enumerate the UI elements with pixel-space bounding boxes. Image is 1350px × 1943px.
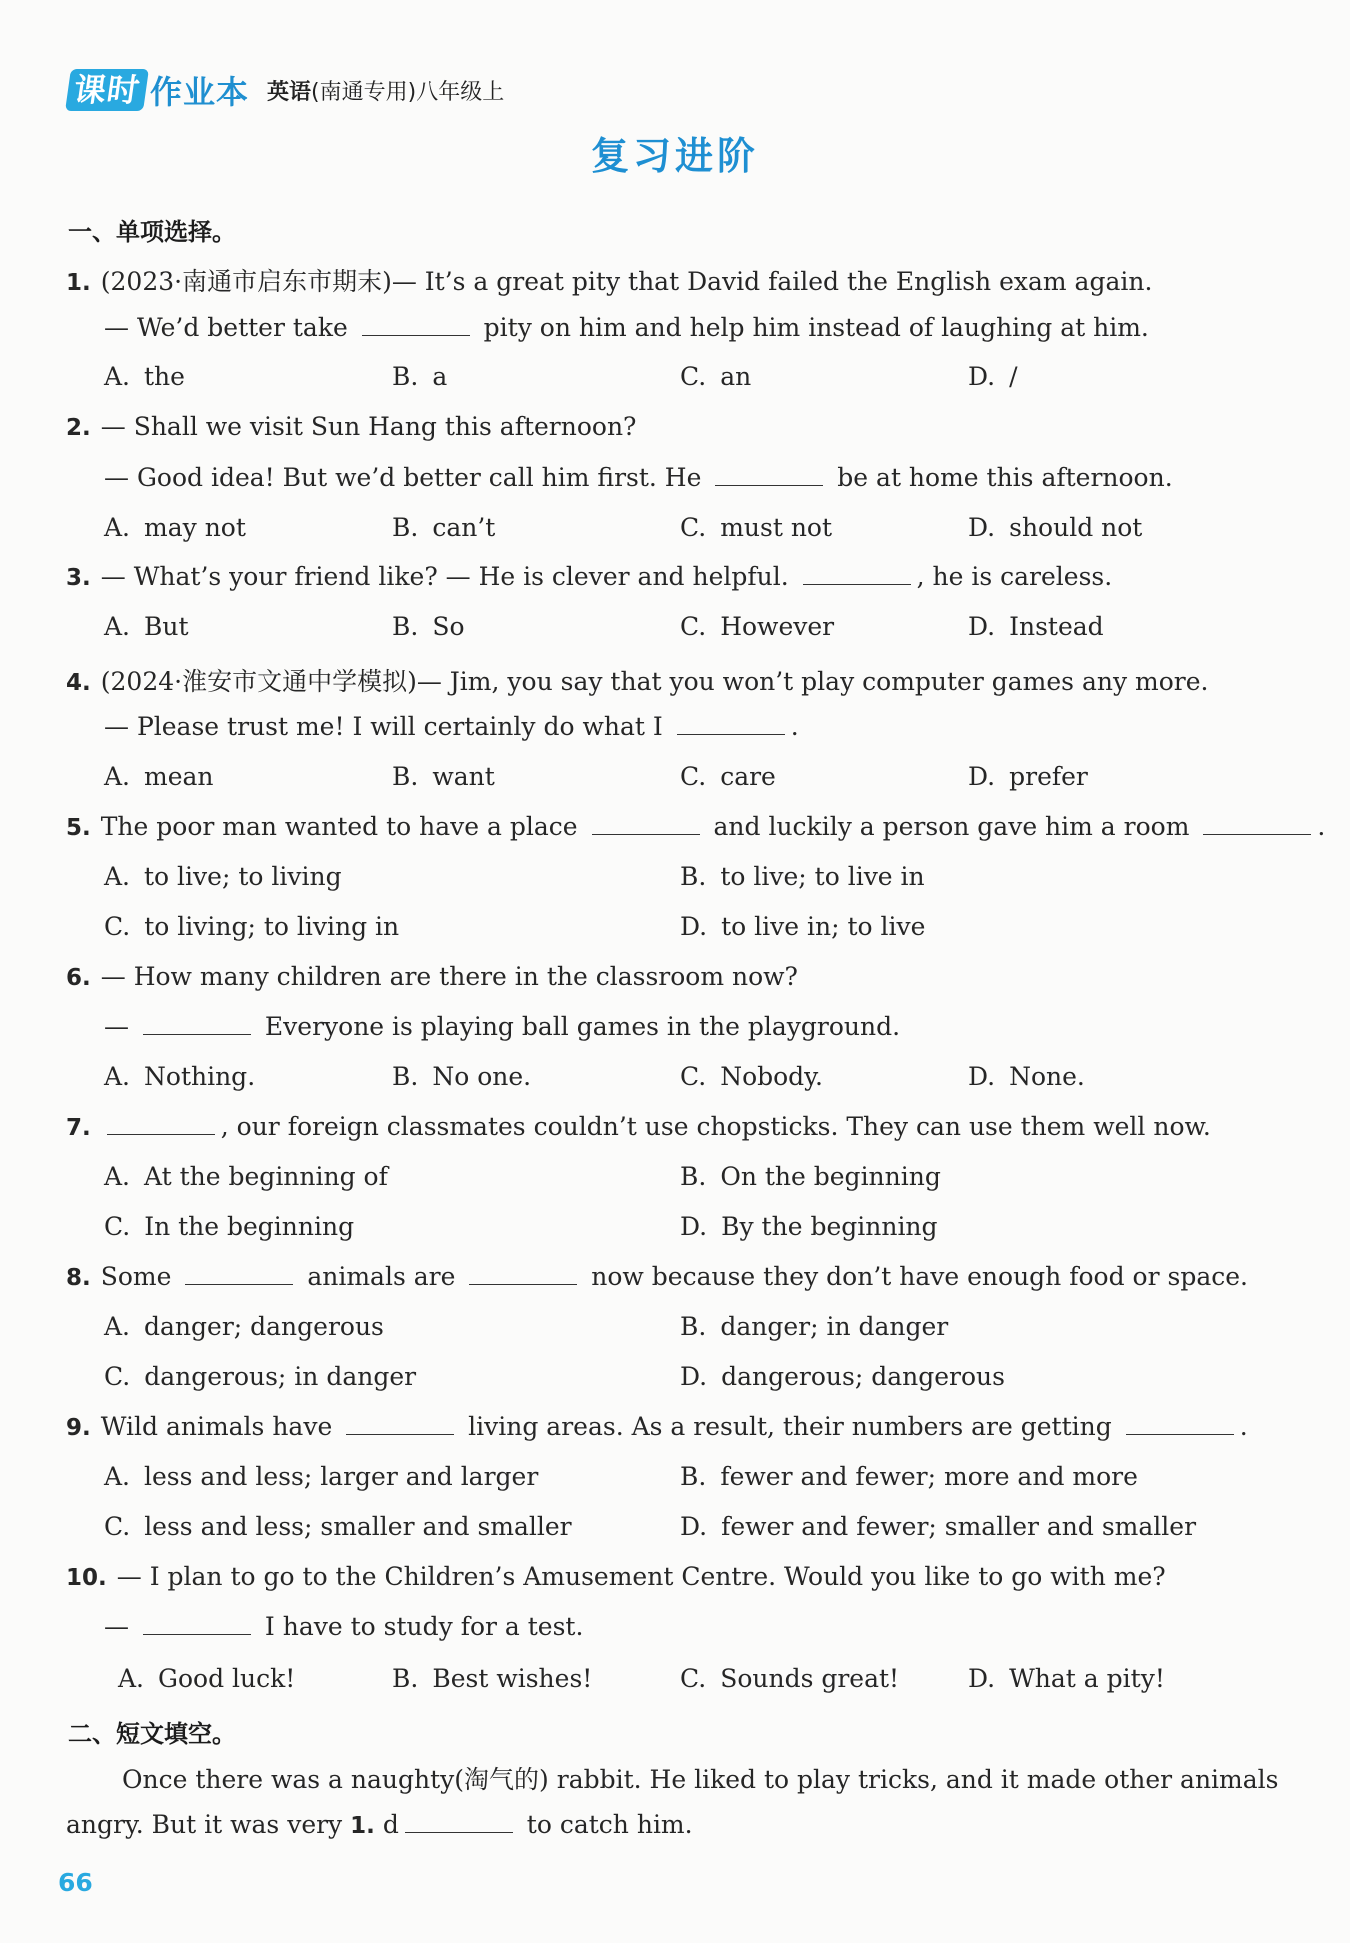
answer-blank[interactable] bbox=[592, 812, 700, 835]
question-line bbox=[104, 463, 1173, 492]
question-text: . bbox=[790, 712, 799, 741]
answer-blank[interactable] bbox=[143, 1012, 251, 1035]
option-letter: D. bbox=[968, 612, 996, 641]
option-text: may not bbox=[144, 513, 246, 542]
option-text: No one. bbox=[432, 1062, 532, 1091]
question-text: , he is careless. bbox=[916, 562, 1113, 591]
answer-blank[interactable] bbox=[107, 1112, 215, 1135]
option-text: to live in; to live bbox=[721, 912, 926, 941]
answer-option[interactable] bbox=[968, 762, 1088, 791]
option-letter: C. bbox=[680, 762, 707, 791]
question-line bbox=[104, 712, 799, 741]
question-number: 4. bbox=[66, 670, 91, 696]
question-number: 3. bbox=[66, 565, 91, 591]
option-text: danger; dangerous bbox=[144, 1312, 384, 1341]
subject-label bbox=[267, 75, 504, 106]
section-heading-passage: 二、短文填空。 bbox=[68, 1720, 236, 1748]
option-letter: C. bbox=[680, 1062, 707, 1091]
option-letter: C. bbox=[680, 362, 707, 391]
option-letter: B. bbox=[392, 612, 419, 641]
option-letter: B. bbox=[680, 1462, 707, 1491]
answer-option[interactable] bbox=[968, 1062, 1085, 1091]
question-line bbox=[66, 262, 1152, 298]
option-text: Nobody. bbox=[720, 1062, 823, 1091]
option-text: an bbox=[720, 362, 752, 391]
option-text: dangerous; in danger bbox=[144, 1362, 417, 1391]
answer-blank[interactable] bbox=[1203, 812, 1311, 835]
question-number: 10. bbox=[66, 1565, 107, 1591]
option-text: Sounds great! bbox=[720, 1664, 900, 1693]
question-line bbox=[66, 1562, 1166, 1591]
question-line bbox=[66, 562, 1112, 591]
option-text: None. bbox=[1009, 1062, 1085, 1091]
option-text: / bbox=[1009, 362, 1018, 391]
option-text: care bbox=[720, 762, 776, 791]
option-text: Best wishes! bbox=[432, 1664, 593, 1693]
answer-option[interactable] bbox=[680, 513, 832, 542]
answer-option[interactable] bbox=[104, 1512, 572, 1541]
answer-option[interactable] bbox=[680, 1362, 1005, 1391]
passage-text: to catch him. bbox=[518, 1810, 693, 1839]
answer-option[interactable] bbox=[104, 362, 185, 391]
question-text: Wild animals have bbox=[100, 1412, 341, 1441]
answer-option[interactable] bbox=[680, 1312, 948, 1341]
option-text: a bbox=[432, 362, 448, 391]
subject-detail: (南通专用)八年级上 bbox=[311, 79, 505, 105]
question-number: 7. bbox=[66, 1115, 91, 1141]
question-text: The poor man wanted to have a place bbox=[100, 812, 586, 841]
question-text: — I plan to go to the Children’s Amusement Centre. Would you like to go with me? bbox=[116, 1562, 1166, 1591]
answer-option[interactable] bbox=[968, 513, 1142, 542]
section-heading-single-choice: 一、单项选择。 bbox=[68, 218, 236, 246]
answer-blank[interactable] bbox=[803, 562, 911, 585]
option-text: What a pity! bbox=[1009, 1664, 1165, 1693]
option-letter: B. bbox=[392, 1062, 419, 1091]
subject-name: 英语 bbox=[267, 79, 312, 105]
question-text: Some bbox=[100, 1262, 180, 1291]
answer-option[interactable] bbox=[968, 362, 1018, 391]
answer-option[interactable] bbox=[680, 862, 925, 891]
option-text: Good luck! bbox=[158, 1664, 296, 1693]
question-text: (2023·南通市启东市期末)— It’s a great pity that David failed the English exam again. bbox=[100, 267, 1153, 296]
answer-option[interactable] bbox=[104, 612, 189, 641]
question-text: , our foreign classmates couldn’t use chopsticks. They can use them well now. bbox=[220, 1112, 1211, 1141]
option-letter: D. bbox=[680, 912, 708, 941]
answer-option[interactable] bbox=[392, 513, 495, 542]
option-text: On the beginning bbox=[720, 1162, 941, 1191]
question-text: (2024·淮安市文通中学模拟)— Jim, you say that you won’t play computer games any more. bbox=[100, 667, 1209, 696]
question-number: 1. bbox=[66, 270, 91, 296]
question-line bbox=[66, 1112, 1211, 1141]
question-text: animals are bbox=[299, 1262, 464, 1291]
option-letter: A. bbox=[104, 362, 131, 391]
question-text: be at home this afternoon. bbox=[829, 463, 1173, 492]
option-letter: D. bbox=[968, 762, 996, 791]
answer-option[interactable] bbox=[392, 1664, 592, 1693]
option-letter: D. bbox=[968, 513, 996, 542]
option-text: danger; in danger bbox=[720, 1312, 949, 1341]
question-text: . bbox=[1317, 812, 1326, 841]
question-text: — bbox=[104, 1612, 137, 1641]
answer-option[interactable] bbox=[680, 612, 834, 641]
option-text: should not bbox=[1009, 513, 1143, 542]
option-text: to live; to living bbox=[144, 862, 342, 891]
question-text: I have to study for a test. bbox=[256, 1612, 584, 1641]
option-letter: C. bbox=[680, 513, 707, 542]
answer-option[interactable] bbox=[680, 362, 751, 391]
option-letter: D. bbox=[680, 1362, 708, 1391]
option-text: must not bbox=[720, 513, 833, 542]
option-text: to live; to live in bbox=[720, 862, 925, 891]
answer-option[interactable] bbox=[104, 862, 342, 891]
answer-option[interactable] bbox=[968, 612, 1104, 641]
option-letter: C. bbox=[104, 1212, 131, 1241]
passage-line: Once there was a naughty(淘气的) rabbit. He liked to play tricks, and it made other animals bbox=[122, 1765, 1279, 1794]
question-text: and luckily a person gave him a room bbox=[705, 812, 1198, 841]
answer-option[interactable] bbox=[104, 1462, 538, 1491]
question-text: now because they don’t have enough food or space. bbox=[583, 1262, 1248, 1291]
question-text: — bbox=[104, 1012, 137, 1041]
answer-blank[interactable] bbox=[143, 1612, 251, 1635]
answer-blank[interactable] bbox=[677, 712, 785, 735]
answer-option[interactable] bbox=[680, 1062, 823, 1091]
answer-option[interactable] bbox=[680, 1462, 1138, 1491]
option-letter: D. bbox=[680, 1512, 708, 1541]
option-text: want bbox=[432, 762, 495, 791]
option-text: less and less; smaller and smaller bbox=[144, 1512, 572, 1541]
option-letter: D. bbox=[968, 362, 996, 391]
option-letter: B. bbox=[392, 513, 419, 542]
option-text: the bbox=[144, 362, 185, 391]
answer-option[interactable] bbox=[680, 1664, 899, 1693]
book-header bbox=[68, 62, 504, 118]
option-letter: A. bbox=[104, 612, 131, 641]
option-letter: A. bbox=[104, 1312, 131, 1341]
answer-blank[interactable] bbox=[1126, 1412, 1234, 1435]
option-text: Nothing. bbox=[144, 1062, 256, 1091]
passage-text: d bbox=[374, 1810, 399, 1839]
answer-option[interactable] bbox=[104, 762, 214, 791]
option-letter: B. bbox=[392, 1664, 419, 1693]
answer-blank[interactable] bbox=[715, 463, 823, 486]
question-line bbox=[66, 1262, 1248, 1291]
question-text: pity on him and help him instead of laughing at him. bbox=[475, 313, 1149, 342]
answer-option[interactable] bbox=[680, 762, 776, 791]
page-number: 66 bbox=[58, 1868, 93, 1897]
option-letter: C. bbox=[104, 1362, 131, 1391]
answer-option[interactable] bbox=[392, 1062, 531, 1091]
question-line bbox=[66, 812, 1325, 841]
question-line bbox=[104, 1612, 583, 1641]
option-letter: D. bbox=[968, 1062, 996, 1091]
answer-blank[interactable] bbox=[362, 313, 470, 336]
answer-blank[interactable] bbox=[346, 1412, 454, 1435]
answer-option[interactable] bbox=[118, 1664, 295, 1693]
answer-option[interactable] bbox=[104, 513, 246, 542]
question-line bbox=[104, 1012, 900, 1041]
answer-blank[interactable] bbox=[185, 1262, 293, 1285]
answer-option[interactable] bbox=[392, 762, 495, 791]
option-text: However bbox=[720, 612, 835, 641]
answer-option[interactable] bbox=[104, 1212, 354, 1241]
question-line bbox=[66, 962, 798, 991]
logo-mark: 课时 bbox=[65, 69, 149, 111]
answer-option[interactable] bbox=[104, 1162, 388, 1191]
passage-line bbox=[66, 1810, 693, 1839]
option-text: So bbox=[432, 612, 465, 641]
answer-option[interactable] bbox=[104, 912, 399, 941]
option-text: can’t bbox=[432, 513, 496, 542]
option-letter: B. bbox=[392, 362, 419, 391]
answer-option[interactable] bbox=[392, 362, 447, 391]
question-text: Everyone is playing ball games in the playground. bbox=[256, 1012, 901, 1041]
answer-option[interactable] bbox=[680, 1212, 938, 1241]
option-letter: D. bbox=[968, 1664, 996, 1693]
option-text: In the beginning bbox=[144, 1212, 355, 1241]
question-text: — Shall we visit Sun Hang this afternoon? bbox=[100, 412, 637, 441]
question-text: — How many children are there in the classroom now? bbox=[100, 962, 798, 991]
option-letter: B. bbox=[392, 762, 419, 791]
logo-brand: 作业本 bbox=[150, 73, 250, 111]
option-letter: A. bbox=[104, 513, 131, 542]
answer-option[interactable] bbox=[392, 612, 465, 641]
option-letter: C. bbox=[104, 912, 131, 941]
option-text: dangerous; dangerous bbox=[721, 1362, 1005, 1391]
answer-option[interactable] bbox=[680, 1162, 941, 1191]
option-letter: A. bbox=[118, 1664, 145, 1693]
option-letter: A. bbox=[104, 1062, 131, 1091]
question-line bbox=[66, 1412, 1248, 1441]
option-text: Instead bbox=[1009, 612, 1104, 641]
passage-text: angry. But it was very bbox=[66, 1810, 351, 1839]
answer-option[interactable] bbox=[104, 1362, 416, 1391]
option-letter: B. bbox=[680, 862, 707, 891]
question-number: 5. bbox=[66, 815, 91, 841]
option-text: At the beginning of bbox=[144, 1162, 388, 1191]
question-number: 8. bbox=[66, 1265, 91, 1291]
answer-blank[interactable] bbox=[469, 1262, 577, 1285]
answer-option[interactable] bbox=[680, 1512, 1196, 1541]
answer-blank[interactable] bbox=[405, 1810, 513, 1833]
answer-option[interactable] bbox=[968, 1664, 1165, 1693]
option-text: fewer and fewer; more and more bbox=[720, 1462, 1138, 1491]
option-letter: B. bbox=[680, 1312, 707, 1341]
question-text: — Good idea! But we’d better call him first. He bbox=[104, 463, 710, 492]
option-letter: A. bbox=[104, 1162, 131, 1191]
option-text: to living; to living in bbox=[144, 912, 400, 941]
question-line bbox=[66, 412, 636, 441]
option-letter: C. bbox=[680, 1664, 707, 1693]
option-text: By the beginning bbox=[721, 1212, 938, 1241]
question-number: 2. bbox=[66, 415, 91, 441]
question-line bbox=[104, 313, 1149, 342]
question-text: — We’d better take bbox=[104, 313, 356, 342]
question-line bbox=[66, 662, 1208, 698]
option-text: But bbox=[144, 612, 189, 641]
option-letter: C. bbox=[680, 612, 707, 641]
option-letter: C. bbox=[104, 1512, 131, 1541]
question-text: . bbox=[1239, 1412, 1248, 1441]
option-letter: A. bbox=[104, 762, 131, 791]
page-title: 复习进阶 bbox=[590, 134, 759, 178]
question-text: living areas. As a result, their numbers are getting bbox=[460, 1412, 1120, 1441]
question-number: 9. bbox=[66, 1415, 91, 1441]
question-text: — What’s your friend like? — He is clever and helpful. bbox=[100, 562, 797, 591]
option-text: fewer and fewer; smaller and smaller bbox=[721, 1512, 1197, 1541]
book-logo bbox=[68, 67, 249, 113]
answer-option[interactable] bbox=[680, 912, 925, 941]
answer-option[interactable] bbox=[104, 1062, 255, 1091]
option-text: less and less; larger and larger bbox=[144, 1462, 539, 1491]
blank-number: 1. bbox=[350, 1813, 375, 1839]
answer-option[interactable] bbox=[104, 1312, 384, 1341]
option-text: prefer bbox=[1009, 762, 1088, 791]
question-number: 6. bbox=[66, 965, 91, 991]
option-text: mean bbox=[144, 762, 214, 791]
option-letter: A. bbox=[104, 862, 131, 891]
question-text: — Please trust me! I will certainly do what I bbox=[104, 712, 671, 741]
option-letter: A. bbox=[104, 1462, 131, 1491]
option-letter: B. bbox=[680, 1162, 707, 1191]
option-letter: D. bbox=[680, 1212, 708, 1241]
